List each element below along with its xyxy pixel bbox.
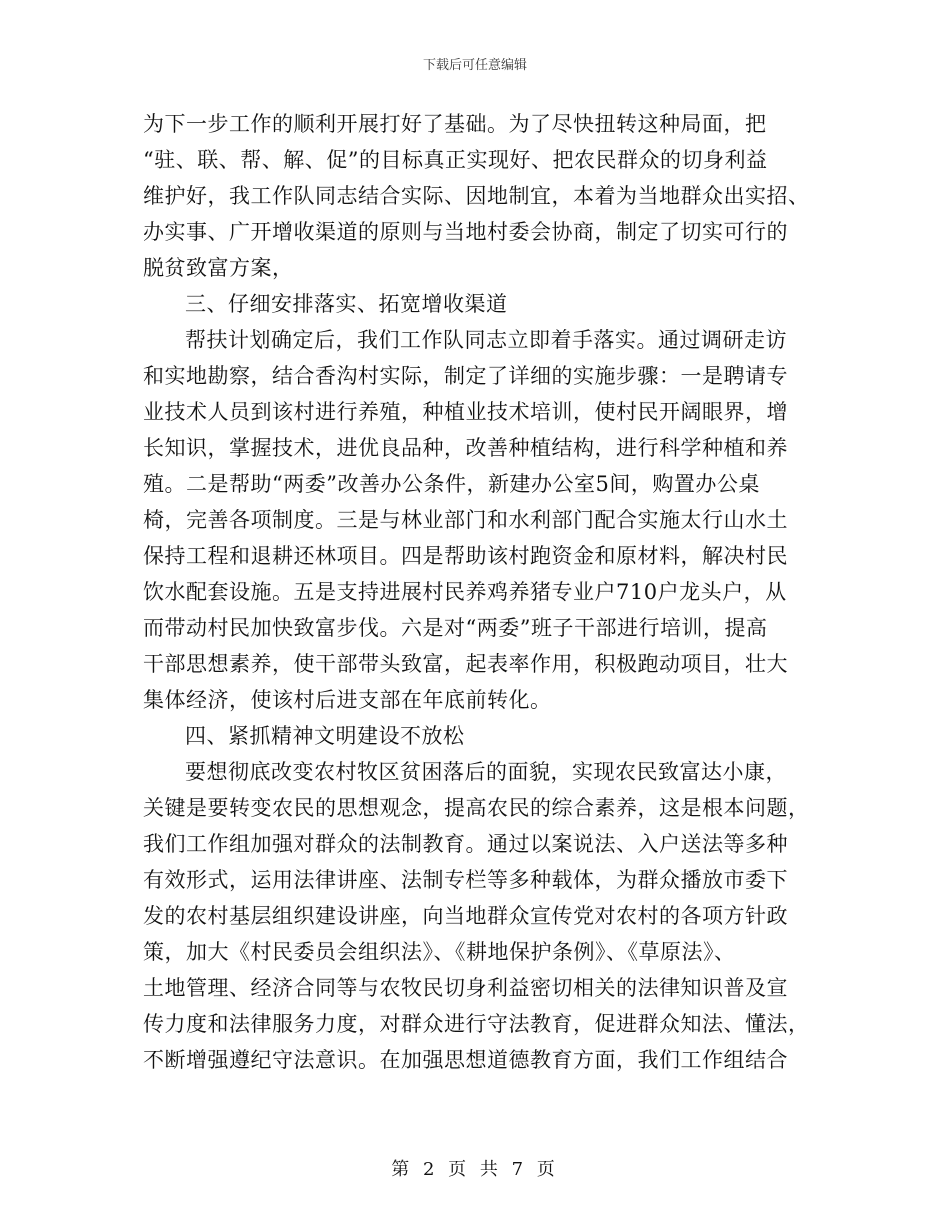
body-line: 三、仔细安排落实、拓宽增收渠道 xyxy=(185,292,508,316)
body-line: 而带动村民加快致富步伐。六是对“两委”班子干部进行培训，提高 xyxy=(143,616,768,640)
body-line: 不断增强遵纪守法意识。在加强思想道德教育方面，我们工作组结合 xyxy=(143,1048,788,1072)
body-line: 要想彻底改变农村牧区贫困落后的面貌，实现农民致富达小康， xyxy=(185,760,787,784)
body-line: 长知识，掌握技术，进优良品种，改善种植结构，进行科学种植和养 xyxy=(143,436,788,460)
body-line: 我们工作组加强对群众的法制教育。通过以案说法、入户送法等多种 xyxy=(143,832,788,856)
body-line: 传力度和法律服务力度，对群众进行守法教育，促进群众知法、懂法， xyxy=(143,1012,810,1036)
body-line: 椅，完善各项制度。三是与林业部门和水利部门配合实施太行山水土 xyxy=(143,508,788,532)
body-line: 集体经济，使该村后进支部在年底前转化。 xyxy=(143,688,552,712)
body-line: 殖。二是帮助“两委”改善办公条件，新建办公室5间，购置办公桌 xyxy=(143,472,760,496)
body-line: 脱贫致富方案， xyxy=(143,256,294,280)
document-body xyxy=(143,106,815,1078)
body-line: 帮扶计划确定后，我们工作队同志立即着手落实。通过调研走访 xyxy=(185,328,787,352)
body-line: 维护好，我工作队同志结合实际、因地制宜，本着为当地群众出实招、 xyxy=(143,184,810,208)
body-line: 有效形式，运用法律讲座、法制专栏等多种载体，为群众播放市委下 xyxy=(143,868,788,892)
page-header-note: 下载后可任意编辑 xyxy=(422,58,527,73)
body-line: 和实地勘察，结合香沟村实际，制定了详细的实施步骤：一是聘请专 xyxy=(143,364,788,388)
body-line: 保持工程和退耕还林项目。四是帮助该村跑资金和原材料，解决村民 xyxy=(143,544,788,568)
body-line: 干部思想素养，使干部带头致富，起表率作用，积极跑动项目，壮大 xyxy=(143,652,788,676)
body-line: 业技术人员到该村进行养殖，种植业技术培训，使村民开阔眼界，增 xyxy=(143,400,788,424)
body-line: 土地管理、经济合同等与农牧民切身利益密切相关的法律知识普及宣 xyxy=(143,976,788,1000)
body-line: “驻、联、帮、解、促”的目标真正实现好、把农民群众的切身利益 xyxy=(143,148,768,172)
body-line: 为下一步工作的顺利开展打好了基础。为了尽快扭转这种局面，把 xyxy=(143,112,767,136)
body-line: 关键是要转变农民的思想观念，提高农民的综合素养，这是根本问题， xyxy=(143,796,810,820)
page-number: 第 2 页 共 7 页 xyxy=(391,1159,559,1180)
body-line: 四、紧抓精神文明建设不放松 xyxy=(185,724,465,748)
body-line: 发的农村基层组织建设讲座，向当地群众宣传党对农村的各项方针政 xyxy=(143,904,788,928)
body-line: 办实事、广开增收渠道的原则与当地村委会协商，制定了切实可行的 xyxy=(143,220,788,244)
body-line: 饮水配套设施。五是支持进展村民养鸡养猪专业户710户龙头户，从 xyxy=(143,580,787,604)
body-line: 策，加大《村民委员会组织法》、《耕地保护条例》、《草原法》、 xyxy=(143,940,736,964)
